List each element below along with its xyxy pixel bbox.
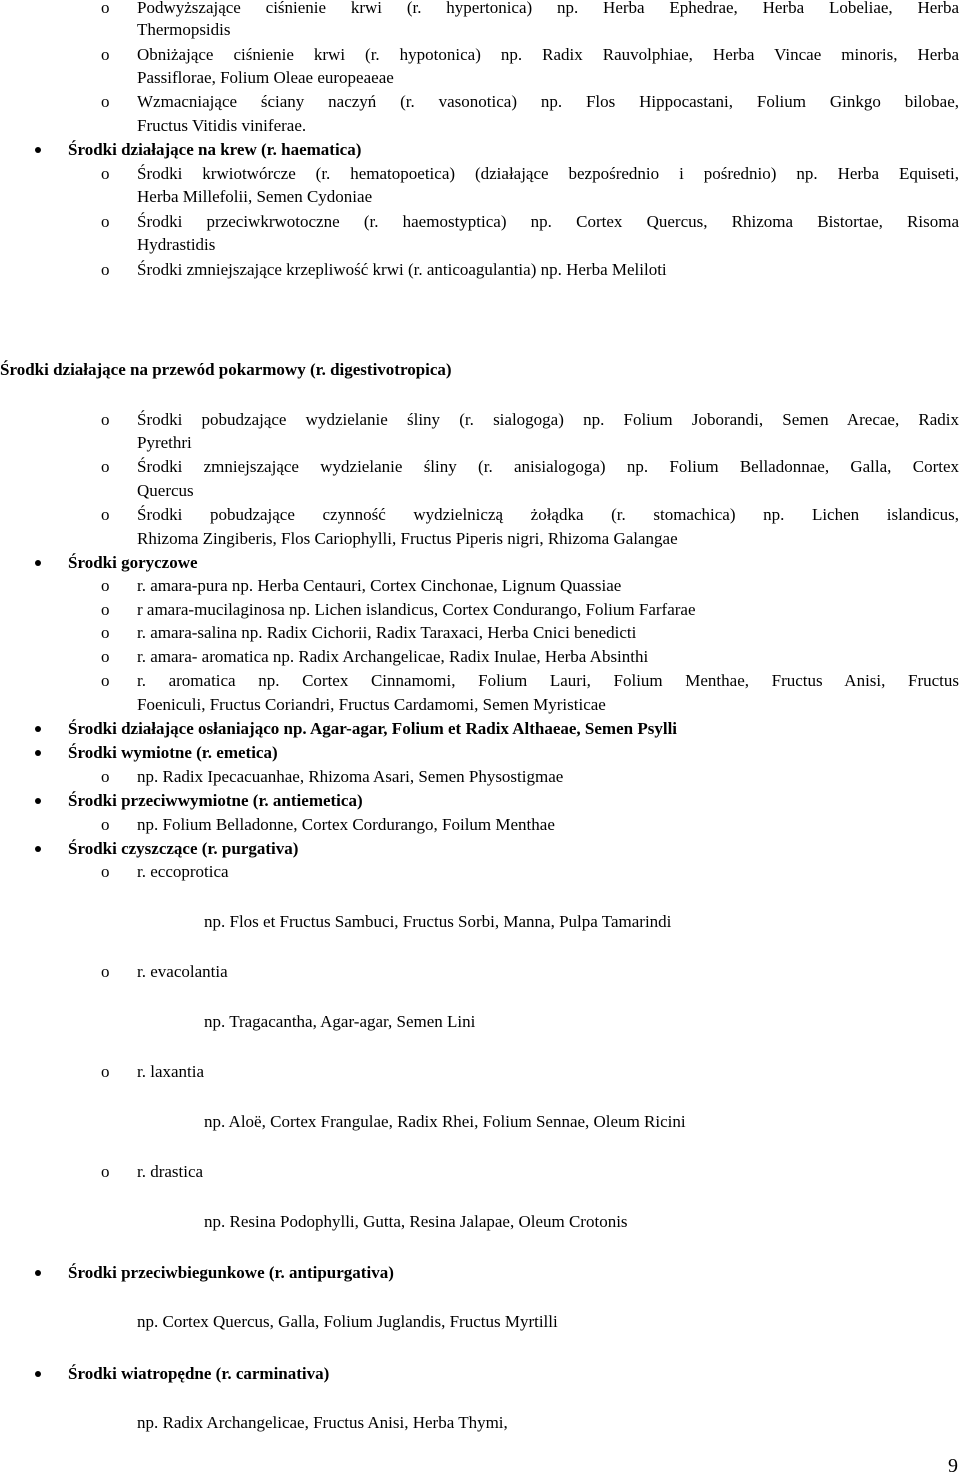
list-item: r. laxantia <box>137 1062 205 1081</box>
bullet-dot <box>35 846 41 852</box>
bullet-dot <box>35 560 41 566</box>
sub-bullet: o <box>101 92 110 111</box>
list-item: r amara-mucilaginosa np. Lichen islandicus, Cortex Condurango, Folium Farfarae <box>137 600 696 619</box>
section-heading-antidiarrheal: Środki przeciwbiegunkowe (r. antipurgativa) <box>68 1263 394 1282</box>
list-item: Środki pobudzające wydzielanie śliny (r. sialogoga) np. Folium Joborandi, Semen Arecae, Radix <box>137 410 959 429</box>
example-line: np. Tragacantha, Agar-agar, Semen Lini <box>204 1012 476 1031</box>
section-heading-protective: Środki działające osłaniająco np. Agar-agar, Folium et Radix Althaeae, Semen Psylli <box>68 719 678 738</box>
section-heading-emetic: Środki wymiotne (r. emetica) <box>68 743 278 762</box>
example-line: np. Cortex Quercus, Galla, Folium Juglandis, Fructus Myrtilli <box>137 1312 558 1331</box>
list-item-cont: Quercus <box>137 481 194 500</box>
example-line: np. Flos et Fructus Sambuci, Fructus Sorbi, Manna, Pulpa Tamarindi <box>204 912 672 931</box>
list-item-cont: Fructus Vitidis viniferae. <box>137 116 307 135</box>
list-item: r. evacolantia <box>137 962 228 981</box>
list-item: Środki krwiotwórcze (r. hematopoetica) (działające bezpośrednio i pośrednio) np. Herba Equiseti, <box>137 164 959 183</box>
list-item-cont: Foeniculi, Fructus Coriandri, Fructus Cardamomi, Semen Myristicae <box>137 695 606 714</box>
sub-bullet: o <box>101 1162 110 1181</box>
section-heading-bitter: Środki goryczowe <box>68 553 198 572</box>
sub-bullet: o <box>101 671 110 690</box>
sub-bullet: o <box>101 767 110 786</box>
list-item-cont: Pyrethri <box>137 433 192 452</box>
bullet-dot <box>35 726 41 732</box>
list-item: r. aromatica np. Cortex Cinnamomi, Folium Lauri, Folium Menthae, Fructus Anisi, Fructus <box>137 671 959 690</box>
sub-bullet: o <box>101 1062 110 1081</box>
list-item-cont: Hydrastidis <box>137 235 216 254</box>
section-heading-purgative: Środki czyszczące (r. purgativa) <box>68 839 299 858</box>
bullet-dot <box>35 750 41 756</box>
list-item: Środki pobudzające czynność wydzielniczą żołądka (r. stomachica) np. Lichen islandicus, <box>137 505 959 524</box>
sub-bullet: o <box>101 600 110 619</box>
sub-bullet: o <box>101 815 110 834</box>
sub-bullet: o <box>101 212 110 231</box>
list-item: Środki przeciwkrwotoczne (r. haemostyptica) np. Cortex Quercus, Rhizoma Bistortae, Risoma <box>137 212 959 231</box>
list-item: np. Folium Belladonne, Cortex Cordurango, Foilum Menthae <box>137 815 555 834</box>
list-item: np. Radix Ipecacuanhae, Rhizoma Asari, Semen Physostigmae <box>137 767 564 786</box>
sub-bullet: o <box>101 0 110 17</box>
bullet-dot <box>35 147 41 153</box>
list-item: r. amara-salina np. Radix Cichorii, Radix Taraxaci, Herba Cnici benedicti <box>137 623 637 642</box>
page-number: 9 <box>948 1455 958 1477</box>
list-item-cont: Passiflorae, Folium Oleae europeaeae <box>137 68 394 87</box>
example-line: np. Resina Podophylli, Gutta, Resina Jalapae, Oleum Crotonis <box>204 1212 628 1231</box>
bullet-dot <box>35 1371 41 1377</box>
bullet-dot <box>35 798 41 804</box>
sub-bullet: o <box>101 260 110 279</box>
list-item: Środki zmniejszające wydzielanie śliny (r. anisialogoga) np. Folium Belladonnae, Galla, Cortex <box>137 457 959 476</box>
section-heading-carminative: Środki wiatropędne (r. carminativa) <box>68 1364 330 1383</box>
list-item: Obniżające ciśnienie krwi (r. hypotonica) np. Radix Rauvolphiae, Herba Vincae minoris, Herba <box>137 45 959 64</box>
sub-bullet: o <box>101 862 110 881</box>
sub-bullet: o <box>101 623 110 642</box>
sub-bullet: o <box>101 410 110 429</box>
list-item-cont: Thermopsidis <box>137 20 231 39</box>
list-item: r. drastica <box>137 1162 204 1181</box>
list-item: Środki zmniejszające krzepliwość krwi (r. anticoagulantia) np. Herba Meliloti <box>137 260 667 279</box>
sub-bullet: o <box>101 962 110 981</box>
sub-bullet: o <box>101 164 110 183</box>
list-item: r. amara-pura np. Herba Centauri, Cortex Cinchonae, Lignum Quassiae <box>137 576 622 595</box>
section-heading-blood: Środki działające na krew (r. haematica) <box>68 140 362 159</box>
list-item: r. eccoprotica <box>137 862 229 881</box>
sub-bullet: o <box>101 576 110 595</box>
example-line: np. Aloë, Cortex Frangulae, Radix Rhei, Folium Sennae, Oleum Ricini <box>204 1112 686 1131</box>
list-item: Podwyższające ciśnienie krwi (r. hypertonica) np. Herba Ephedrae, Herba Lobeliae, Herba <box>137 0 959 17</box>
list-item-cont: Rhizoma Zingiberis, Flos Cariophylli, Fructus Piperis nigri, Rhizoma Galangae <box>137 529 678 548</box>
sub-bullet: o <box>101 457 110 476</box>
example-line: np. Radix Archangelicae, Fructus Anisi, Herba Thymi, <box>137 1413 508 1432</box>
list-item: Wzmacniające ściany naczyń (r. vasonotica) np. Flos Hippocastani, Folium Ginkgo bilobae, <box>137 92 959 111</box>
section-heading-digestive: Środki działające na przewód pokarmowy (r. digestivotropica) <box>0 360 452 379</box>
bullet-dot <box>35 1270 41 1276</box>
sub-bullet: o <box>101 45 110 64</box>
sub-bullet: o <box>101 647 110 666</box>
list-item: r. amara- aromatica np. Radix Archangelicae, Radix Inulae, Herba Absinthi <box>137 647 649 666</box>
list-item-cont: Herba Millefolii, Semen Cydoniae <box>137 187 373 206</box>
section-heading-antiemetic: Środki przeciwwymiotne (r. antiemetica) <box>68 791 363 810</box>
sub-bullet: o <box>101 505 110 524</box>
